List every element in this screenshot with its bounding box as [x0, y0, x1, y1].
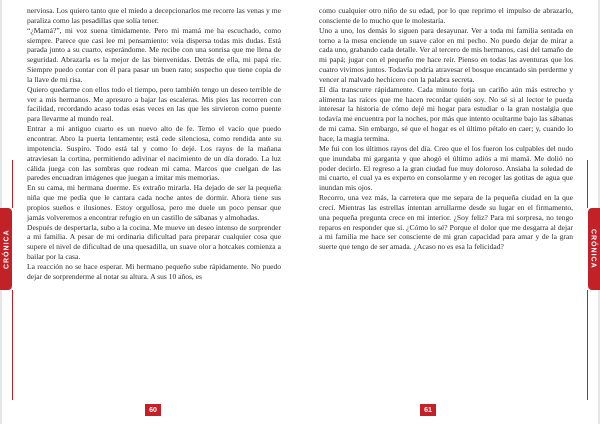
paragraph: Me fui con los últimos rayos del día. Creo que el los fueron los culpables del nudo que inundaba mi garganta y que ahogó el último adiós a mi mamá. Me dolió no poder decirlo. El regreso a la gran ciudad fue muy doloroso. Ansiaba la soledad de mi cuarto, el cual ya es experto en consolarme y en recoger las gotitas de agua que inundan mis ojos.: [319, 143, 573, 193]
section-tab-rule: [587, 290, 588, 400]
paragraph: “¿Mamá?”, mi voz suena tímidamente. Pero mi mamá me ha escuchado, como siempre. Parece que casi lee mi pensamiento: veía dispersa todas mis dudas. Está parada junto a su cuarto, esperándome. Me recibe con una sonrisa que me llena de seguridad. Abrazarla es la mejor de las bienvenidas. Detrás de ella, mi papá ríe. Siempre puedo contar con él para pasar un buen rato; sospecho que tiene copia de la llave de mi risa.: [27, 25, 281, 84]
section-tab-rule: [12, 290, 13, 400]
paragraph: La reacción no se hace esperar. Mi hermano pequeño sube rápidamente. No puedo dejar de sorprenderme al notar su altura. A sus 10 años, es: [27, 261, 281, 281]
right-page-text: [319, 6, 573, 252]
paragraph: como cualquier otro niño de su edad, por lo que reprimo el impulso de abrazarlo, consciente de lo mucho que le molestaría.: [319, 6, 573, 25]
paragraph: El día transcurre rápidamente. Cada minuto forja un cariño aún más estrecho y alimenta las raíces que me hacen recordar quién soy. No sé si al lector le pueda interesar la historia de cómo dejé mi hogar para estudiar o la gran nostalgia que todavía me encuentra por la noches, por más que intento ocultarme bajo las sábanas de mi cama. Sin embargo, sé que el hogar es el último pétalo en caer; y, cuando lo hace, la magia termina.: [319, 84, 573, 143]
paragraph: Después de despertarla, subo a la cocina. Me mueve un deseo intenso de sorprender a mi familia. A pesar de mi ordinaria dificultad para preparar cualquier cosa que supere el nivel de dificultad de una quesadilla, un suave olor a hotcakes comienza a bailar por la casa.: [27, 222, 281, 262]
page-number: 61: [420, 404, 436, 416]
left-page-text: [27, 6, 281, 282]
section-tab-rule: [587, 160, 588, 208]
paragraph: Entrar a mi antiguo cuarto es un nuevo alto de fe. Temo el vacío que puedo encontrar. Abro la puerta lentamente; está cede silenciosa, como rendida ante su impotencia. Suspiro. Todo está tal y como lo dejé. Los rayos de la mañana atraviesan la cortina, permitiendo adivinar el nacimiento de un día dorado. La luz cálida juega con las sombras que rodean mi cama. Marcos que cuelgan de las paredes encuadran imágenes que juegan a imitar mis memorias.: [27, 124, 281, 183]
section-label: CRÓNICA: [3, 229, 11, 269]
paragraph: En su cama, mi hermana duerme. Es extraño mirarla. Ha dejado de ser la pequeña niña que me pedía que le cantara cada noche antes de dormir. Ahora tiene sus propios sueños e ilusiones. Estoy orgullosa, pero me duele un poco pensar que jamás volveremos a encontrar refugio en un castillo de sábanas y almohadas.: [27, 183, 281, 222]
section-tab-rule: [12, 160, 13, 208]
right-page: [300, 0, 600, 424]
paragraph: Quiero quedarme con ellos todo el tiempo, pero también tengo un deseo terrible de ver a mis hermanos. Me apresuro a bajar las escaleras. Mis pies las recorren con facilidad, recordando acaso todas esas veces en las que les sirvieron como puente para llevarme al mundo real.: [27, 84, 281, 124]
page-number: 60: [145, 404, 161, 416]
paragraph: Uno a uno, los demás lo siguen para desayunar. Ver a toda mi familia sentada en torno a la mesa enciende un suave calor en mi pecho. No puedo dejar de mirar a cada uno, grabando cada detalle. Ver al tercero de mis hermanos, casi del tamaño de mi papá; jugar con el pequeño me hace reír. Pienso en todas las aventuras que los cuatro vivimos juntos. Todavía podría atravesar el bosque encantado sin perderme y vencer al malvado hechicero con la palabra secreta.: [319, 25, 573, 84]
section-label: CRÓNICA: [589, 229, 597, 269]
paragraph: Recorro, una vez más, la carretera que me separa de la pequeña ciudad en la que crecí. Mientras las estrellas intentan arrullarme desde su lugar en el firmamento, una pequeña pregunta crece en mi interior. ¿Soy feliz? Para mi sorpresa, no tengo reparos en responder que sí. ¿Cómo lo sé? Porque el dolor que me desgarra al dejar a mi familia me hace ser consciente de mi gran capacidad para amar y de la gran suerte que tengo de ser amada. ¿Acaso no es esa la felicidad?: [319, 193, 573, 252]
paragraph: nerviosa. Los quiero tanto que el miedo a decepcionarlos me recorre las venas y me paraliza como las pesadillas que solía tener.: [27, 6, 281, 25]
